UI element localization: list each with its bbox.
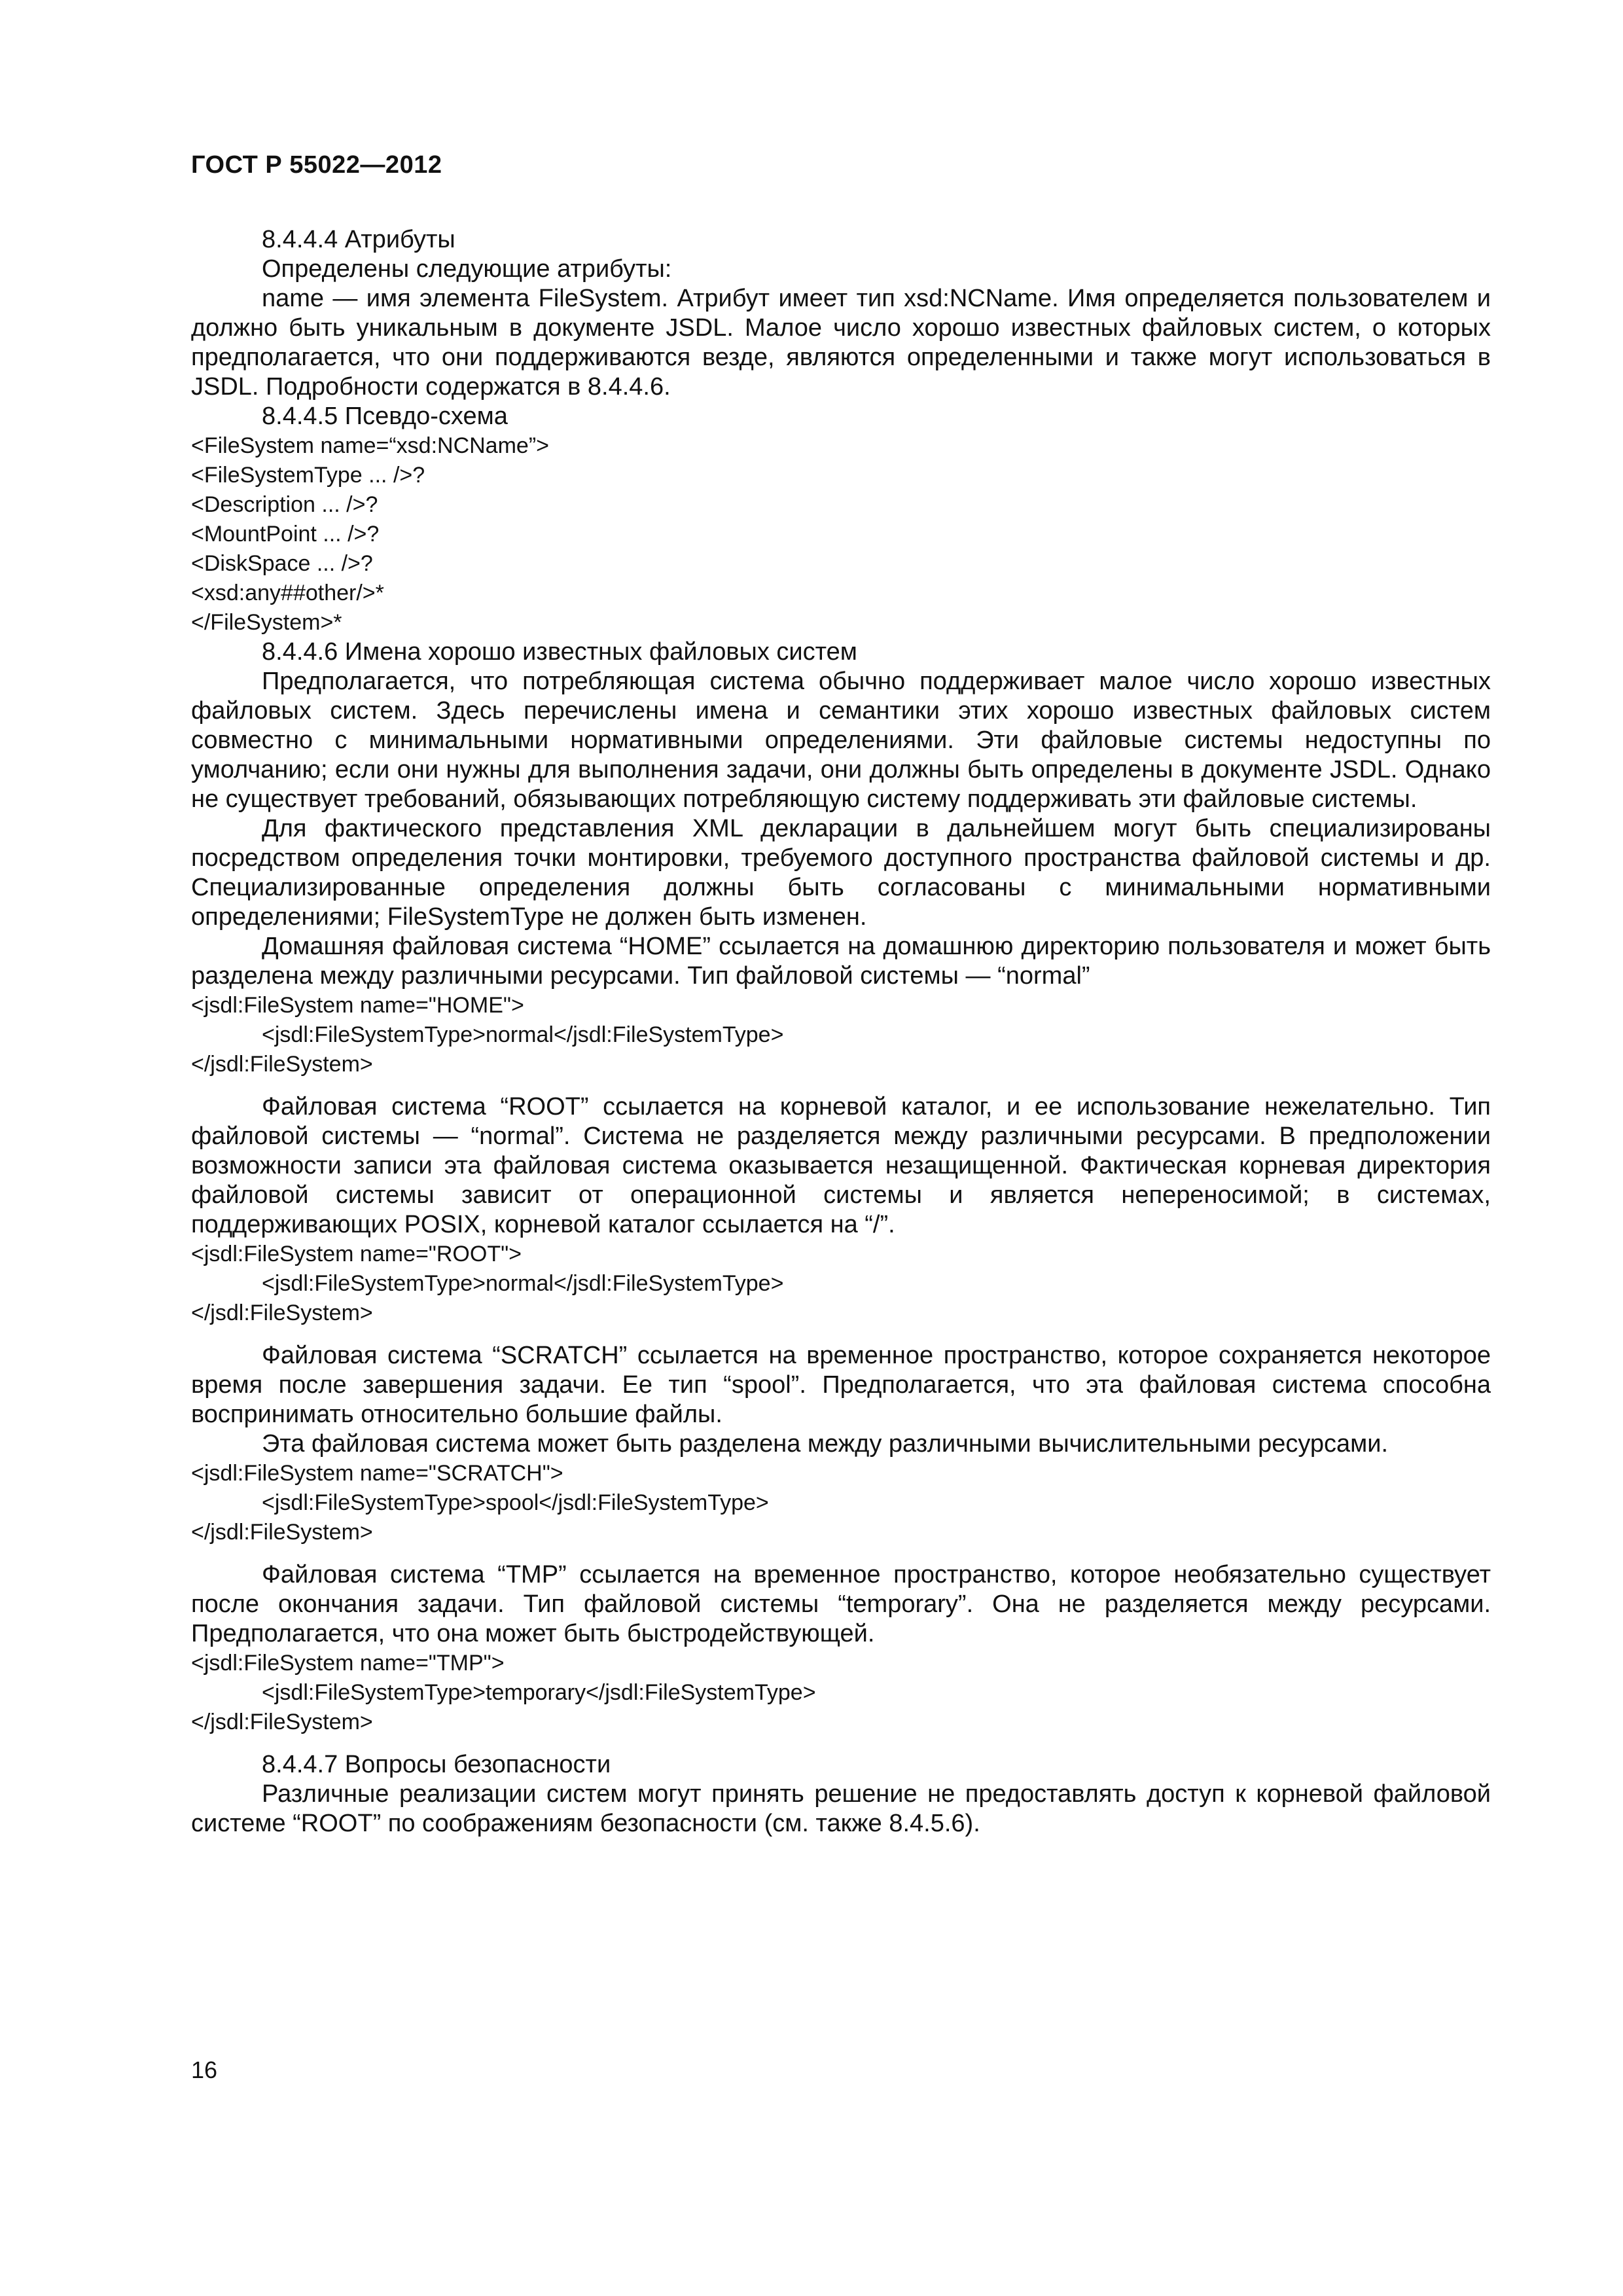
code-line: </jsdl:FileSystem> (191, 1710, 373, 1734)
paragraph: Файловая система “SCRATCH” ссылается на временное пространство, которое сохраняется некоторое время после завершения задачи. Ее тип “spool”. Предполагается, что эта файловая система способна воспринимать относительно большие файлы. (191, 1342, 1491, 1428)
code-line-indented: <jsdl:FileSystemType>spool</jsdl:FileSystemType> (262, 1490, 769, 1515)
code-line-indented: <jsdl:FileSystemType>normal</jsdl:FileSystemType> (262, 1271, 784, 1296)
section-heading: 8.4.4.7 Вопросы безопасности (262, 1751, 611, 1778)
code-line: <xsd:any##other/>* (191, 581, 384, 605)
page-number: 16 (191, 2056, 218, 2083)
code-line: <jsdl:FileSystem name="ROOT"> (191, 1242, 522, 1266)
code-line: <MountPoint ... />? (191, 522, 380, 547)
paragraph: name — имя элемента FileSystem. Атрибут имеет тип xsd:NCName. Имя определяется пользователем и должно быть уникальным в документе JSDL. Малое число хорошо известных файловых систем, о которых предполагается, что они поддерживаются везде, являются определенными и также могут использоваться в JSDL. Подробности содержатся в 8.4.4.6. (191, 285, 1491, 401)
document-page (191, 0, 1491, 2296)
code-line: <FileSystem name=“xsd:NCName”> (191, 433, 550, 458)
paragraph: Файловая система “ROOT” ссылается на корневой каталог, и ее использование нежелательно. Тип файловой системы — “normal”. Система не разделяется между различными ресурсами. В предположении возможности записи эта файловая система оказывается незащищенной. Фактическая корневая директория файловой системы зависит от операционной системы и является непереносимой; в системах, поддерживающих POSIX, корневой каталог ссылается на “/”. (191, 1093, 1491, 1238)
code-line: <jsdl:FileSystem name="TMP"> (191, 1651, 505, 1676)
section-heading: 8.4.4.4 Атрибуты (262, 226, 455, 253)
code-line: </jsdl:FileSystem> (191, 1052, 373, 1077)
code-line: <FileSystemType ... />? (191, 463, 425, 488)
standard-header: ГОСТ Р 55022—2012 (191, 151, 442, 179)
spacer (191, 1737, 1491, 1750)
code-line: <jsdl:FileSystem name="SCRATCH"> (191, 1461, 563, 1486)
code-line-indented: <jsdl:FileSystemType>normal</jsdl:FileSystemType> (262, 1022, 784, 1047)
code-line: <Description ... />? (191, 492, 378, 517)
spacer (191, 1547, 1491, 1560)
code-line: <DiskSpace ... />? (191, 551, 373, 576)
spacer (191, 1328, 1491, 1341)
code-line: </jsdl:FileSystem> (191, 1520, 373, 1545)
code-line: <jsdl:FileSystem name="HOME"> (191, 993, 524, 1018)
paragraph: Определены следующие атрибуты: (262, 255, 672, 283)
document-body (191, 225, 1491, 1839)
code-line: </FileSystem>* (191, 610, 342, 635)
paragraph: Домашняя файловая система “HOME” ссылается на домашнюю директорию пользователя и может быть разделена между различными ресурсами. Тип файловой системы — “normal” (191, 933, 1491, 990)
spacer (191, 1079, 1491, 1092)
code-line-indented: <jsdl:FileSystemType>temporary</jsdl:FileSystemType> (262, 1680, 816, 1705)
section-heading: 8.4.4.6 Имена хорошо известных файловых систем (262, 638, 857, 666)
section-heading: 8.4.4.5 Псевдо-схема (262, 403, 508, 430)
paragraph: Предполагается, что потребляющая система обычно поддерживает малое число хорошо известных файловых систем. Здесь перечислены имена и семантики этих хорошо известных файловых систем совместно с минимальными нормативными определениями. Эти файловые системы недоступны по умолчанию; если они нужны для выполнения задачи, они должны быть определены в документе JSDL. Однако не существует требований, обязывающих потребляющую систему поддерживать эти файловые системы. (191, 668, 1491, 813)
paragraph: Различные реализации систем могут принять решение не предоставлять доступ к корневой файловой системе “ROOT” по соображениям безопасности (см. также 8.4.5.6). (191, 1780, 1491, 1837)
paragraph: Эта файловая система может быть разделена между различными вычислительными ресурсами. (262, 1430, 1389, 1458)
paragraph: Файловая система “TMP” ссылается на временное пространство, которое необязательно существует после окончания задачи. Тип файловой системы “temporary”. Она не разделяется между ресурсами. Предполагается, что она может быть быстродействующей. (191, 1561, 1491, 1647)
paragraph: Для фактического представления XML декларации в дальнейшем могут быть специализированы посредством определения точки монтировки, требуемого доступного пространства файловой системы и др. Специализированные определения должны быть согласованы с минимальными нормативными определениями; FileSystemType не должен быть изменен. (191, 815, 1491, 931)
code-line: </jsdl:FileSystem> (191, 1300, 373, 1325)
